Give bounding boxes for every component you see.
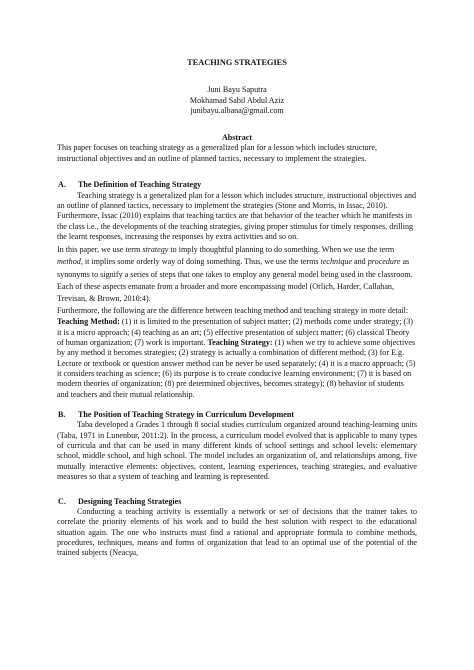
section-a-paragraph-1: Teaching strategy is a generalized plan for a lesson which includes structure, instructional objectives and an outline of planned tactics, necessary to implement the strategies (Stone and Morris, in Issac, 2010). Furthermore, Issac (2010) explains that teaching tactics are that behavior of the teacher which he manifests in the class i.e., the developments of the teaching strategies, giving proper stimulus for timely responses, drilling the learnt responses, increasing the responses by extra activities and so on. <box>57 190 417 241</box>
abstract-text: This paper focuses on teaching strategy as a generalized plan for a lesson which includes structure, instructional objectives and an outline of planned tactics, necessary to implement the strategies. <box>57 143 378 163</box>
section-c-paragraph-1: Conducting a teaching activity is essentially a network or set of decisions that the trainer takes to correlate the priority elements of his work and to build the best solution with respect to the educational situation again. The one who instructs must find a rational and appropriate formula to combine methods, procedures, techniques, means and forms of organization that lead to an optimal use of the potential of the trained subjects (Neacşu, <box>57 507 417 558</box>
text-run: and <box>352 257 368 267</box>
italic-term-strategy: strategy <box>142 245 169 255</box>
section-b-number: B. <box>58 409 66 419</box>
section-a-title: The Definition of Teaching Strategy <box>78 180 202 190</box>
section-b-paragraph-1: Taba developed a Grades 1 through 8 social studies curriculum organized around teaching-learning units (Taba, 1971 in Lunenbur, 2011:2). In the process, a curriculum model evolved that is applicable to many types of curricula and that can be used in many different kinds of school settings and school levels: elementary school, middle school, and high school. The model includes an organization of, and relationships among, five mutually interactive elements: objectives, content, learning experiences, teaching strategies, and evaluative measures so that a system of teaching and learning is represented. <box>57 420 417 482</box>
section-a-paragraph-2 <box>57 244 417 305</box>
bold-label-teaching-method: Teaching Method: <box>57 317 120 327</box>
section-c-heading <box>57 497 417 508</box>
text-run: (1) when we try to achieve some objectives by any method it becomes strategies; (2) strategy is actually a combination of different method; (3) for E.g. Lecture or textbook or question answer method can be never be used separately; (4) it is a macro approach; (5) it considers teaching as science; (6) its purpose is to create conducive learning environment; (7) it is based on modern theories of organization; (8) pre determined objectives, becomes strategy); (8) behavior of students and teachers and their mutual relationship. <box>57 337 416 399</box>
section-a-heading <box>57 180 417 191</box>
author-name-1: Juni Bayu Saputra <box>207 85 267 95</box>
italic-term-procedure: procedure <box>367 257 401 267</box>
text-run: to imply thoughtful planning to do something. When we use the term <box>168 245 395 255</box>
text-run: as synonyms to signify a series of steps that one takes to employ any general model being used in the classroom. Each of these aspects emanate from a broader and more encompassing model (Orlich, Harder, Callahan, Trevisan, & Brown, 2010:4). <box>57 257 413 303</box>
text-run: (1) it is limited to the presentation of subject matter; (2) methods come under strategy; (3) it is a micro approach; (4) teaching as an art; (5) effective presentation of subject matter; (6) classical Theory of human organization; (7) work is important. <box>57 317 413 347</box>
text-run: In this paper, we use term <box>57 245 143 255</box>
italic-term-technique: technique <box>320 257 353 267</box>
section-c-number: C. <box>58 496 66 506</box>
author-email: junibayu.albana@gmail.com <box>190 106 284 116</box>
author-block <box>57 85 417 117</box>
italic-term-method: method <box>57 257 81 267</box>
section-a-number: A. <box>58 180 66 190</box>
text-run: , it implies some orderly way of doing something. Thus, we use the terms <box>80 257 321 267</box>
section-c-title: Designing Teaching Strategies <box>78 496 182 506</box>
bold-label-teaching-strategy: Teaching Strategy: <box>207 337 273 347</box>
abstract-heading: Abstract <box>221 132 253 142</box>
section-a-paragraph-4 <box>57 317 417 400</box>
section-b-heading <box>57 410 417 421</box>
paper-title: TEACHING STRATEGIES <box>187 58 287 67</box>
section-b-title: The Position of Teaching Strategy in Curriculum Development <box>78 409 295 419</box>
author-name-2: Mokhamad Sabil Abdul Aziz <box>189 95 285 105</box>
section-a-paragraph-3: Furthermore, the following are the difference between teaching method and teaching strategy in more detail: <box>57 306 409 316</box>
